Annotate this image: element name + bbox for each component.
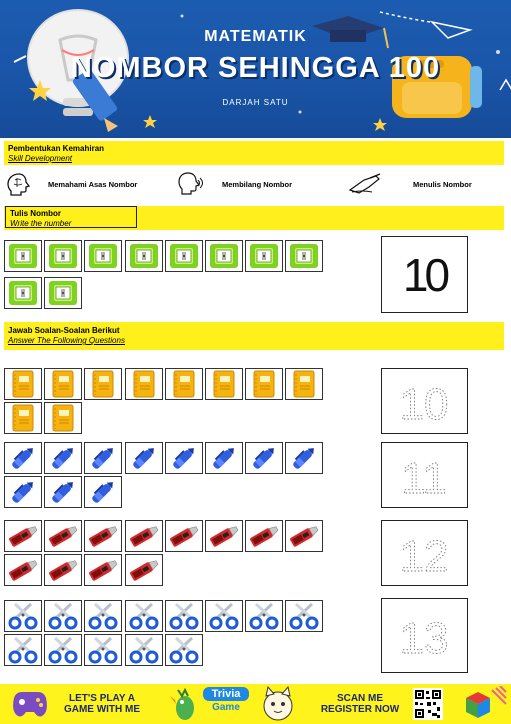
scissors-icon xyxy=(248,602,280,630)
notebook-cell xyxy=(44,368,82,400)
pen-cell xyxy=(44,442,82,474)
pen-icon xyxy=(129,444,159,472)
answer-header xyxy=(4,322,504,350)
sharpener-icon xyxy=(8,243,38,269)
pen-icon xyxy=(8,478,38,506)
banner-title-small: MATEMATIK xyxy=(204,28,307,45)
notebook-icon xyxy=(10,404,36,432)
sharpener-icon xyxy=(289,243,319,269)
pen-icon xyxy=(249,444,279,472)
scissors-icon xyxy=(87,636,119,664)
sharpener-cell xyxy=(84,240,122,272)
game-controller-icon xyxy=(10,688,50,720)
sharpener-cell xyxy=(44,277,82,309)
banner xyxy=(0,0,511,138)
skill-header xyxy=(4,141,504,165)
trivia-line1: Trivia xyxy=(203,687,249,701)
cutter-icon xyxy=(87,556,119,584)
pen-cell xyxy=(4,476,42,508)
question-answer-box xyxy=(381,368,468,434)
writing-hand-icon xyxy=(348,172,382,194)
notebook-icon xyxy=(90,370,116,398)
scissors-cell xyxy=(44,600,82,632)
scissors-icon xyxy=(128,602,160,630)
scissors-cell xyxy=(84,634,122,666)
sharpener-cell xyxy=(165,240,203,272)
question-answer-box xyxy=(381,442,468,508)
scissors-icon xyxy=(47,636,79,664)
footer-play-line2: GAME WITH ME xyxy=(63,704,141,715)
question-answer-box xyxy=(381,598,468,673)
pen-cell xyxy=(205,442,243,474)
write-heading: Tulis Nombor xyxy=(10,209,61,218)
cutter-icon xyxy=(288,522,320,550)
cutter-icon xyxy=(128,556,160,584)
cutter-cell xyxy=(245,520,283,552)
notebook-cell xyxy=(125,368,163,400)
write-heading-en: Write the number xyxy=(10,219,72,228)
sharpener-icon xyxy=(48,280,78,306)
sharpener-cell xyxy=(4,240,42,272)
cutter-cell xyxy=(84,554,122,586)
skill-heading: Pembentukan Kemahiran xyxy=(8,144,105,153)
sharpener-cell xyxy=(285,240,323,272)
notebook-cell xyxy=(165,368,203,400)
notebook-icon xyxy=(211,370,237,398)
notebook-icon xyxy=(291,370,317,398)
notebook-cell xyxy=(285,368,323,400)
bird-icon xyxy=(170,686,200,722)
sharpener-cell xyxy=(44,240,82,272)
write-answer-box xyxy=(381,236,468,313)
cutter-icon xyxy=(7,556,39,584)
skill-label: Membilang Nombor xyxy=(222,180,293,189)
pen-icon xyxy=(48,478,78,506)
banner-subtitle: DARJAH SATU xyxy=(222,98,289,107)
cutter-cell xyxy=(125,554,163,586)
cutter-cell xyxy=(205,520,243,552)
cutter-cell xyxy=(125,520,163,552)
cutter-cell xyxy=(165,520,203,552)
cutter-icon xyxy=(168,522,200,550)
notebook-cell xyxy=(245,368,283,400)
sharpener-icon xyxy=(129,243,159,269)
cutter-icon xyxy=(248,522,280,550)
cat-face-icon xyxy=(258,686,298,722)
sharpener-icon xyxy=(8,280,38,306)
write-header xyxy=(4,206,504,230)
cutter-cell xyxy=(4,554,42,586)
sharpener-cell xyxy=(125,240,163,272)
pen-cell xyxy=(84,476,122,508)
scissors-icon xyxy=(168,636,200,664)
cutter-icon xyxy=(47,522,79,550)
pen-icon xyxy=(88,478,118,506)
scissors-cell xyxy=(4,634,42,666)
pen-cell xyxy=(285,442,323,474)
sharpener-cell xyxy=(4,277,42,309)
cutter-icon xyxy=(47,556,79,584)
scissors-icon xyxy=(208,602,240,630)
pen-cell xyxy=(125,442,163,474)
head-icon xyxy=(6,172,32,196)
sharpener-icon xyxy=(169,243,199,269)
footer-scan-line1: SCAN ME xyxy=(336,693,384,704)
scissors-cell xyxy=(165,600,203,632)
scissors-cell xyxy=(125,600,163,632)
trivia-line2: Game xyxy=(212,702,240,713)
notebook-icon xyxy=(131,370,157,398)
scissors-icon xyxy=(7,602,39,630)
pen-icon xyxy=(209,444,239,472)
footer xyxy=(0,684,511,724)
sharpener-icon xyxy=(249,243,279,269)
cutter-cell xyxy=(44,554,82,586)
question-answer: 13 xyxy=(399,614,449,663)
sharpener-cell xyxy=(205,240,243,272)
scissors-cell xyxy=(285,600,323,632)
skill-label: Menulis Nombor xyxy=(413,180,472,189)
pen-cell xyxy=(84,442,122,474)
notebook-cell xyxy=(4,368,42,400)
scissors-icon xyxy=(128,636,160,664)
scissors-icon xyxy=(288,602,320,630)
answer-heading: Jawab Soalan-Soalan Berikut xyxy=(8,326,120,335)
pen-cell xyxy=(4,442,42,474)
cutter-cell xyxy=(44,520,82,552)
scissors-cell xyxy=(165,634,203,666)
notebook-icon xyxy=(50,404,76,432)
notebook-icon xyxy=(10,370,36,398)
cutter-icon xyxy=(7,522,39,550)
write-answer: 10 xyxy=(402,248,447,301)
notebook-icon xyxy=(251,370,277,398)
answer-heading-en: Answer The Following Questions xyxy=(8,336,125,345)
footer-scan-line2: REGISTER NOW xyxy=(320,704,400,715)
scissors-cell xyxy=(4,600,42,632)
notebook-cell xyxy=(4,402,42,434)
scissors-cell xyxy=(44,634,82,666)
pen-cell xyxy=(44,476,82,508)
pen-cell xyxy=(245,442,283,474)
sharpener-cell xyxy=(245,240,283,272)
notebook-icon xyxy=(50,370,76,398)
pen-icon xyxy=(169,444,199,472)
banner-title: NOMBOR SEHINGGA 100 xyxy=(70,52,441,84)
skill-label: Memahami Asas Nombor xyxy=(48,180,138,189)
scissors-cell xyxy=(205,600,243,632)
scissors-cell xyxy=(84,600,122,632)
notebook-icon xyxy=(171,370,197,398)
cutter-icon xyxy=(208,522,240,550)
scissors-icon xyxy=(47,602,79,630)
question-answer: 12 xyxy=(399,532,449,581)
scissors-icon xyxy=(7,636,39,664)
scissors-icon xyxy=(87,602,119,630)
cutter-icon xyxy=(128,522,160,550)
skill-heading-en: Skill Development xyxy=(8,154,73,163)
pen-icon xyxy=(48,444,78,472)
sharpener-icon xyxy=(88,243,118,269)
question-answer: 10 xyxy=(399,380,449,429)
footer-play-line1: LET'S PLAY A xyxy=(69,693,135,704)
write-heading-box xyxy=(5,206,137,228)
notebook-cell xyxy=(44,402,82,434)
sharpener-icon xyxy=(209,243,239,269)
qr-code-icon[interactable] xyxy=(413,688,443,720)
notebook-cell xyxy=(84,368,122,400)
cutter-icon xyxy=(87,522,119,550)
trivia-logo xyxy=(203,687,249,719)
scissors-cell xyxy=(125,634,163,666)
pen-icon xyxy=(289,444,319,472)
speaking-head-icon xyxy=(176,170,204,198)
question-answer: 11 xyxy=(401,454,447,503)
cutter-cell xyxy=(285,520,323,552)
pen-cell xyxy=(165,442,203,474)
scissors-cell xyxy=(245,600,283,632)
cutter-cell xyxy=(84,520,122,552)
cube-icon xyxy=(452,686,508,722)
sharpener-icon xyxy=(48,243,78,269)
cutter-cell xyxy=(4,520,42,552)
question-answer-box xyxy=(381,520,468,586)
scissors-icon xyxy=(168,602,200,630)
notebook-cell xyxy=(205,368,243,400)
pen-icon xyxy=(8,444,38,472)
pen-icon xyxy=(88,444,118,472)
